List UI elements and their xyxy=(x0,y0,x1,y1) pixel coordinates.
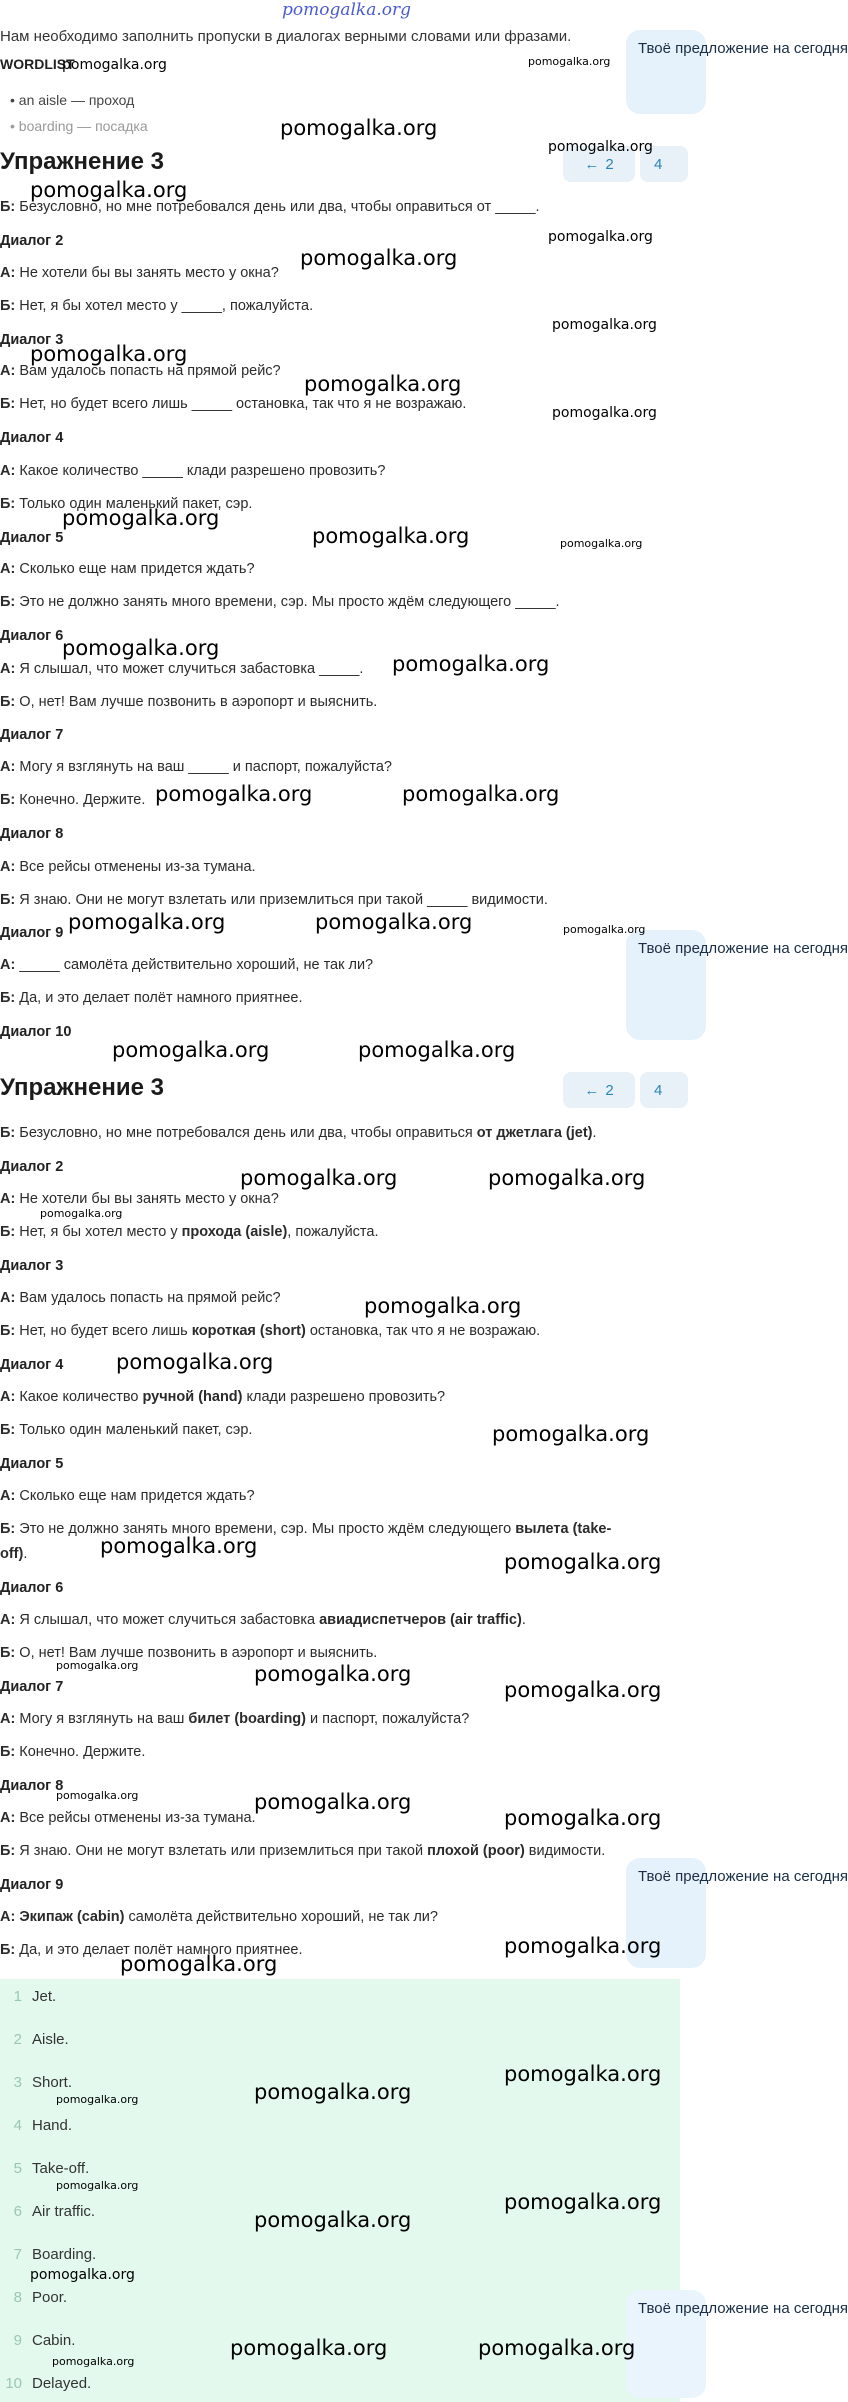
dialog-heading: Диалог 7 xyxy=(0,727,64,743)
dialog-line: Б: Только один маленький пакет, сэр. xyxy=(0,496,253,512)
watermark: pomogalka.org xyxy=(30,2267,135,2283)
watermark: pomogalka.org xyxy=(30,178,188,202)
answer-item: 5 Take-off. xyxy=(13,2160,90,2177)
answer-highlight: билет (boarding) xyxy=(188,1711,306,1727)
dialog-line: Б: Это не должно занять много времени, сэр. Мы просто ждём следующего _____. xyxy=(0,594,560,610)
watermark: pomogalka.org xyxy=(254,2208,412,2232)
answer-item: 10 Delayed. xyxy=(5,2375,92,2392)
offer-chat-bubble[interactable]: Твоё предложение на сегодня xyxy=(626,1858,706,1968)
watermark: pomogalka.org xyxy=(478,2336,636,2360)
prev-exercise-button[interactable]: ← 2 xyxy=(563,1072,635,1108)
watermark: pomogalka.org xyxy=(548,229,653,245)
dialog-heading: Диалог 10 xyxy=(0,1024,72,1040)
offer-chat-bubble[interactable]: Твоё предложение на сегодня xyxy=(626,2290,706,2398)
answer-highlight: ручной (hand) xyxy=(142,1389,243,1405)
answer-item: 9 Cabin. xyxy=(13,2332,76,2349)
watermark: pomogalka.org xyxy=(358,1038,516,1062)
watermark: pomogalka.org xyxy=(492,1422,650,1446)
dialog-heading: Диалог 7 xyxy=(0,1679,64,1695)
dialog-line: Б: Нет, но будет всего лишь короткая (short) остановка, так что я не возражаю. xyxy=(0,1323,541,1339)
answer-item: 4 Hand. xyxy=(13,2117,73,2134)
watermark: pomogalka.org xyxy=(300,246,458,270)
answer-highlight: вылета (take- xyxy=(515,1521,612,1537)
watermark: pomogalka.org xyxy=(312,524,470,548)
answer-item: 6 Air traffic. xyxy=(13,2203,96,2220)
arrow-left-icon: ← xyxy=(584,1081,600,1099)
dialog-line: Б: Конечно. Держите. xyxy=(0,1744,146,1760)
watermark: pomogalka.org xyxy=(100,1534,258,1558)
dialog-line: Б: О, нет! Вам лучше позвонить в аэропорт и выяснить. xyxy=(0,694,378,710)
dialog-heading: Диалог 8 xyxy=(0,826,64,842)
dialog-line: А: Сколько еще нам придется ждать? xyxy=(0,561,255,577)
dialog-line: А: Я слышал, что может случиться забастовка авиадиспетчеров (air traffic). xyxy=(0,1612,526,1628)
offer-chat-bubble[interactable]: Твоё предложение на сегодня xyxy=(626,930,706,1040)
next-exercise-button[interactable]: 4 xyxy=(640,146,688,182)
watermark: pomogalka.org xyxy=(40,1207,123,1220)
dialog-line: А: Я слышал, что может случиться забастовка _____. xyxy=(0,661,364,677)
dialog-line: Б: Да, и это делает полёт намного приятнее. xyxy=(0,1942,303,1958)
watermark: pomogalka.org xyxy=(52,2355,135,2368)
answer-highlight: плохой (poor) xyxy=(427,1843,525,1859)
dialog-line: Б: Я знаю. Они не могут взлетать или приземлиться при такой _____ видимости. xyxy=(0,892,548,908)
wordlist-title: WORDLIST xyxy=(0,56,75,72)
answer-highlight: авиадиспетчеров (air traffic) xyxy=(319,1612,522,1628)
dialog-line: А: Какое количество _____ клади разрешено провозить? xyxy=(0,463,386,479)
dialog-line: Б: Я знаю. Они не могут взлетать или приземлиться при такой плохой (poor) видимости. xyxy=(0,1843,606,1859)
watermark: pomogalka.org xyxy=(392,652,550,676)
answer-highlight: прохода (aisle) xyxy=(181,1224,288,1240)
dialog-heading: Диалог 9 xyxy=(0,1877,64,1893)
watermark: pomogalka.org xyxy=(30,342,188,366)
watermark: pomogalka.org xyxy=(552,317,657,333)
dialog-line: А: _____ самолёта действительно хороший, не так ли? xyxy=(0,957,374,973)
watermark: pomogalka.org xyxy=(116,1350,274,1374)
watermark: pomogalka.org xyxy=(315,910,473,934)
watermark: pomogalka.org xyxy=(560,537,643,550)
dialog-line: Б: Нет, но будет всего лишь _____ остановка, так что я не возражаю. xyxy=(0,396,467,412)
watermark: pomogalka.org xyxy=(402,782,560,806)
watermark: pomogalka.org xyxy=(528,55,611,68)
watermark: pomogalka.org xyxy=(230,2336,388,2360)
watermark: pomogalka.org xyxy=(504,2190,662,2214)
dialog-heading: Диалог 8 xyxy=(0,1778,64,1794)
answer-item: 2 Aisle. xyxy=(13,2031,69,2048)
dialog-line: А: Могу я взглянуть на ваш _____ и паспорт, пожалуйста? xyxy=(0,759,392,775)
dialog-line: Б: Конечно. Держите. xyxy=(0,792,146,808)
answer-item: 7 Boarding. xyxy=(13,2246,97,2263)
dialog-line: А: Могу я взглянуть на ваш билет (boarding) и паспорт, пожалуйста? xyxy=(0,1711,470,1727)
watermark: pomogalka.org xyxy=(552,405,657,421)
answer-highlight: короткая (short) xyxy=(191,1323,306,1339)
watermark: pomogalka.org xyxy=(240,1166,398,1190)
dialog-heading: Диалог 6 xyxy=(0,628,64,644)
dialog-line: Б: Безусловно, но мне потребовался день или два, чтобы оправиться от джетлага (jet). xyxy=(0,1125,597,1141)
dialog-line: Б: Нет, я бы хотел место у _____, пожалуйста. xyxy=(0,298,314,314)
wordlist-item: • an aisle — проход xyxy=(10,92,135,108)
dialog-line: А: Все рейсы отменены из-за тумана. xyxy=(0,1810,256,1826)
dialog-heading: Диалог 5 xyxy=(0,1456,64,1472)
intro-text: Нам необходимо заполнить пропуски в диалогах верными словами или фразами. xyxy=(0,28,572,45)
watermark: pomogalka.org xyxy=(120,1952,278,1976)
watermark: pomogalka.org xyxy=(548,139,653,155)
watermark: pomogalka.org xyxy=(56,1789,139,1802)
arrow-left-icon: ← xyxy=(584,155,600,173)
dialog-heading: Диалог 4 xyxy=(0,1357,64,1373)
watermark: pomogalka.org xyxy=(62,57,167,73)
watermark: pomogalka.org xyxy=(56,2093,139,2106)
answer-item: 3 Short. xyxy=(13,2074,73,2091)
dialog-heading: Диалог 2 xyxy=(0,1159,64,1175)
watermark: pomogalka.org xyxy=(504,2062,662,2086)
dialog-line: Б: Да, и это делает полёт намного приятнее. xyxy=(0,990,303,1006)
dialog-heading: Диалог 3 xyxy=(0,1258,64,1274)
dialog-line: А: Экипаж (cabin) самолёта действительно хороший, не так ли? xyxy=(0,1909,438,1925)
dialog-line: Б: О, нет! Вам лучше позвонить в аэропорт и выяснить. xyxy=(0,1645,378,1661)
watermark: pomogalka.org xyxy=(62,506,220,530)
watermark: pomogalka.org xyxy=(504,1806,662,1830)
dialog-heading: Диалог 4 xyxy=(0,430,64,446)
dialog-line: Б: Это не должно занять много времени, сэр. Мы просто ждём следующего вылета (take- xyxy=(0,1521,612,1537)
watermark: pomogalka.org xyxy=(504,1550,662,1574)
dialog-line: Б: Только один маленький пакет, сэр. xyxy=(0,1422,253,1438)
watermark: pomogalka.org xyxy=(62,636,220,660)
watermark: pomogalka.org xyxy=(155,782,313,806)
watermark: pomogalka.org xyxy=(488,1166,646,1190)
watermark: pomogalka.org xyxy=(563,923,646,936)
dialog-line: off). xyxy=(0,1546,28,1562)
dialog-line: А: Вам удалось попасть на прямой рейс? xyxy=(0,1290,281,1306)
site-logo[interactable]: pomogalka.org xyxy=(282,0,412,20)
dialog-heading: Диалог 6 xyxy=(0,1580,64,1596)
answer-item: 8 Poor. xyxy=(13,2289,68,2306)
answer-highlight: off) xyxy=(0,1546,24,1562)
dialog-heading: Диалог 2 xyxy=(0,233,64,249)
answer-highlight: Экипаж (cabin) xyxy=(19,1909,125,1925)
dialog-line: А: Не хотели бы вы занять место у окна? xyxy=(0,1191,279,1207)
dialog-line: Б: Безусловно, но мне потребовался день или два, чтобы оправиться от _____. xyxy=(0,199,540,215)
watermark: pomogalka.org xyxy=(504,1934,662,1958)
offer-chat-bubble[interactable]: Твоё предложение на сегодня xyxy=(626,30,706,114)
dialog-line: А: Все рейсы отменены из-за тумана. xyxy=(0,859,256,875)
answer-highlight: от джетлага (jet) xyxy=(476,1125,593,1141)
dialog-heading: Диалог 9 xyxy=(0,925,64,941)
wordlist-item: • boarding — посадка xyxy=(10,118,148,134)
dialog-heading: Диалог 5 xyxy=(0,530,64,546)
prev-exercise-button[interactable]: ← 2 xyxy=(563,146,635,182)
watermark: pomogalka.org xyxy=(254,1662,412,1686)
dialog-line: А: Какое количество ручной (hand) клади разрешено провозить? xyxy=(0,1389,446,1405)
exercise-title: Упражнение 3 xyxy=(0,148,164,175)
watermark: pomogalka.org xyxy=(504,1678,662,1702)
answer-item: 1 Jet. xyxy=(13,1988,57,2005)
watermark: pomogalka.org xyxy=(254,2080,412,2104)
dialog-line: А: Сколько еще нам придется ждать? xyxy=(0,1488,255,1504)
next-exercise-button[interactable]: 4 xyxy=(640,1072,688,1108)
watermark: pomogalka.org xyxy=(56,2179,139,2192)
dialog-heading: Диалог 3 xyxy=(0,332,64,348)
watermark: pomogalka.org xyxy=(364,1294,522,1318)
dialog-line: А: Вам удалось попасть на прямой рейс? xyxy=(0,363,281,379)
dialog-line: А: Не хотели бы вы занять место у окна? xyxy=(0,265,279,281)
watermark: pomogalka.org xyxy=(68,910,226,934)
dialog-line: Б: Нет, я бы хотел место у прохода (aisle), пожалуйста. xyxy=(0,1224,379,1240)
watermark: pomogalka.org xyxy=(112,1038,270,1062)
watermark: pomogalka.org xyxy=(56,1659,139,1672)
watermark: pomogalka.org xyxy=(280,116,438,140)
watermark: pomogalka.org xyxy=(304,372,462,396)
watermark: pomogalka.org xyxy=(254,1790,412,1814)
exercise-title: Упражнение 3 xyxy=(0,1074,164,1101)
